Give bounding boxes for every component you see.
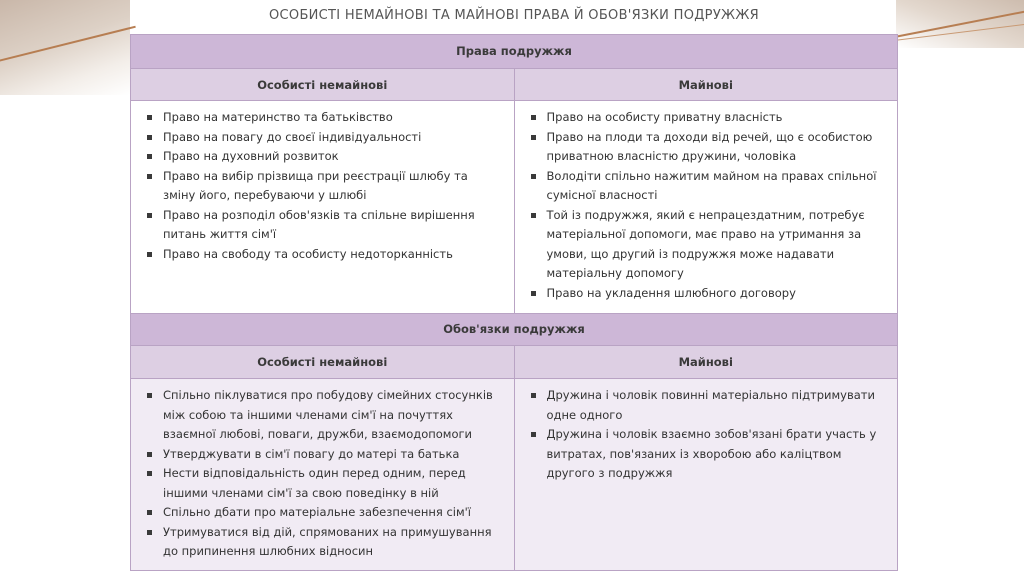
list-item: Право на особисту приватну власність <box>527 108 886 128</box>
rights-property-items <box>527 108 886 303</box>
list-item: Нести відповідальність один перед одним, перед іншими членами сім'ї за свою поведінку в ній <box>143 464 502 503</box>
rights-duties-table <box>130 34 898 571</box>
rights-col-property: Майнові <box>514 69 898 100</box>
duties-header: Обов'язки подружжя <box>131 314 897 346</box>
rights-property-list <box>514 101 898 313</box>
list-item: Дружина і чоловік взаємно зобов'язані брати участь у витратах, пов'язаних із хворобою або каліцтвом другого з подружжя <box>527 425 886 484</box>
list-item: Право на духовний розвиток <box>143 147 502 167</box>
rights-col-personal: Особисті немайнові <box>257 77 388 92</box>
duties-col-personal: Особисті немайнові <box>257 355 388 369</box>
list-item: Право на вибір прізвища при реєстрації шлюбу та зміну його, перебуваючи у шлюбі <box>143 167 502 206</box>
duties-personal-list <box>131 379 514 570</box>
duties-body <box>131 379 897 570</box>
list-item: Утримуватися від дій, спрямованих на примушування до припинення шлюбних відносин <box>143 523 502 562</box>
duties-column-headers <box>131 346 897 379</box>
duties-property-items <box>527 386 886 484</box>
rights-personal-items <box>143 108 502 264</box>
list-item: Дружина і чоловік повинні матеріально підтримувати одне одного <box>527 386 886 425</box>
list-item: Право на укладення шлюбного договору <box>527 284 886 304</box>
list-item: Володіти спільно нажитим майном на правах спільної сумісної власності <box>527 167 886 206</box>
rights-header: Права подружжя <box>131 35 897 69</box>
rights-body <box>131 101 897 314</box>
list-item: Право на розподіл обов'язків та спільне вирішення питань життя сім'ї <box>143 206 502 245</box>
slide-decoration-left <box>0 0 130 95</box>
list-item: Право на материнство та батьківство <box>143 108 502 128</box>
list-item: Спільно дбати про матеріальне забезпечення сім'ї <box>143 503 502 523</box>
list-item: Право на повагу до своєї індивідуальності <box>143 128 502 148</box>
duties-personal-items <box>143 386 502 562</box>
list-item: Право на плоди та доходи від речей, що є особистою приватною власністю дружини, чоловіка <box>527 128 886 167</box>
rights-personal-list <box>131 101 514 313</box>
page-title: ОСОБИСТІ НЕМАЙНОВІ ТА МАЙНОВІ ПРАВА Й ОБОВ'ЯЗКИ ПОДРУЖЖЯ <box>269 8 759 23</box>
duties-col-property: Майнові <box>514 346 898 378</box>
list-item: Право на свободу та особисту недоторканність <box>143 245 502 265</box>
duties-property-list <box>514 379 898 570</box>
list-item: Спільно піклуватися про побудову сімейних стосунків між собою та іншими членами сім'ї на почуттях взаємної любові, поваги, дружби, взаємодопомоги <box>143 386 502 445</box>
rights-column-headers <box>131 69 897 101</box>
list-item: Утверджувати в сім'ї повагу до матері та батька <box>143 445 502 465</box>
list-item: Той із подружжя, який є непрацездатним, потребує матеріальної допомоги, має право на утримання за умови, що другий із подружжя може надавати матеріальну допомогу <box>527 206 886 284</box>
